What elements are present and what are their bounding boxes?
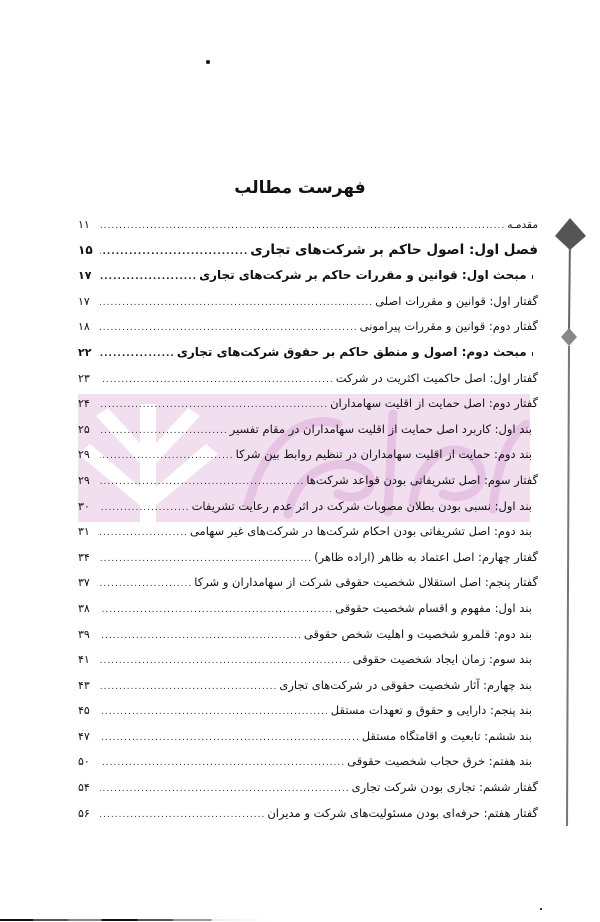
page-number: ۳۱ <box>78 525 90 539</box>
toc-entry-clause[interactable]: بند هفتم: خرق حجاب شخصیت حقوقی ..... ۵۰ <box>78 749 538 775</box>
page-number: ۴۳ <box>78 678 90 692</box>
toc-entry-section[interactable]: مبحث اول: قوانین و مقررات حاکم بر شرکت‌های تجاری ..... ۱۷ <box>78 263 538 289</box>
page-number: ۳۴ <box>78 550 90 564</box>
page-number: ۱۷ <box>78 269 92 283</box>
page-number: ۲۳ <box>78 371 90 385</box>
leader-dots <box>100 547 312 573</box>
leader-dots <box>100 419 228 445</box>
leader-dots <box>100 444 234 470</box>
page-number: ۵۶ <box>78 806 90 820</box>
leader-dots <box>100 342 175 368</box>
leader-dots <box>100 368 334 394</box>
leader-dots <box>100 291 373 317</box>
page-number: ۲۹ <box>78 473 90 487</box>
toc-entry-clause[interactable]: بند پنجم: دارایی و حقوق و تعهدات مستقل ..... ۴۵ <box>78 698 538 724</box>
leader-dots <box>100 803 265 829</box>
toc-entry-clause[interactable]: بند دوم: اصل تشریفاتی بودن احکام شرکت‌ها در شرکت‌های غیر سهامی ..... ۳۱ <box>78 519 538 545</box>
toc-entry-chapter[interactable]: فصل اول: اصول حاکم بر شرکت‌های تجاری ..... ۱۵ <box>78 238 538 264</box>
page-number: ۲۹ <box>78 448 90 462</box>
page-number: ۳۷ <box>78 576 90 590</box>
toc-entry-subsection[interactable]: گفتار اول: اصل حاکمیت اکثریت در شرکت ..... ۲۳ <box>78 366 538 392</box>
toc-entry-intro[interactable]: مقدمـه ..... ۱۱ <box>78 212 538 238</box>
page-title: فهرست مطالب <box>234 178 366 198</box>
page-number: ۳۰ <box>78 499 90 513</box>
toc-entry-clause[interactable]: بند چهارم: آثار شخصیت حقوقی در شرکت‌های تجاری ..... ۴۳ <box>78 673 538 699</box>
leader-dots <box>100 777 350 803</box>
toc-entry-clause[interactable]: بند اول: کاربرد اصل حمایت از اقلیت سهامداران در مقام تفسیر ..... ۲۵ <box>78 417 538 443</box>
leader-dots <box>100 240 248 266</box>
table-of-contents <box>78 212 538 826</box>
leader-dots <box>100 316 358 342</box>
page-number: ۴۱ <box>78 653 90 667</box>
leader-dots <box>100 700 329 726</box>
page-number: ۴۷ <box>78 729 90 743</box>
page-number: ۱۱ <box>78 218 90 231</box>
page-number: ۱۸ <box>78 320 90 334</box>
page-number: ۳۸ <box>78 601 90 615</box>
leader-dots <box>100 496 190 522</box>
leader-dots <box>100 572 192 598</box>
page-number: ۱۵ <box>78 242 93 257</box>
toc-entry-subsection[interactable]: گفتار چهارم: اصل اعتماد به ظاهر (اراده ظاهر) ..... ۳۴ <box>78 545 538 571</box>
leader-dots <box>100 624 302 650</box>
leader-dots <box>100 214 505 240</box>
toc-entry-subsection[interactable]: گفتار دوم: اصل حمایت از اقلیت سهامداران ..... ۲۴ <box>78 391 538 417</box>
toc-entry-subsection[interactable]: گفتار ششم: تجاری بودن شرکت تجاری ..... ۵۴ <box>78 775 538 801</box>
leader-dots <box>100 598 333 624</box>
toc-entry-clause[interactable]: بند دوم: قلمرو شخصیت و اهلیت شخص حقوقی ..... ۳۹ <box>78 622 538 648</box>
page-number: ۴۵ <box>78 704 90 718</box>
toc-entry-subsection[interactable]: گفتار پنجم: اصل استقلال شخصیت حقوقی شرکت از سهامداران و شرکا ..... ۳۷ <box>78 570 538 596</box>
toc-entry-clause[interactable]: بند اول: نسبی بودن بطلان مصوبات شرکت در اثر عدم رعایت تشریفات ..... ۳۰ <box>78 494 538 520</box>
leader-dots <box>100 393 328 419</box>
page-number: ۲۵ <box>78 422 90 436</box>
page-number: ۵۴ <box>78 781 90 795</box>
page-number: ۱۷ <box>78 294 90 308</box>
leader-dots <box>100 726 360 752</box>
leader-dots <box>100 675 277 701</box>
page-number: ۲۲ <box>78 345 92 359</box>
scan-edge-artifact <box>0 919 275 921</box>
toc-entry-subsection[interactable]: گفتار هفتم: حرفه‌ای بودن مسئولیت‌های شرکت و مدیران ..... ۵۶ <box>78 801 538 827</box>
page-number: ۵۰ <box>78 755 90 769</box>
toc-entry-clause[interactable]: بند سوم: زمان ایجاد شخصیت حقوقی ..... ۴۱ <box>78 647 538 673</box>
page-number: ۲۴ <box>78 397 90 411</box>
leader-dots <box>100 649 351 675</box>
toc-entry-subsection[interactable]: گفتار سوم: اصل تشریفاتی بودن قواعد شرکت‌ها ..... ۲۹ <box>78 468 538 494</box>
toc-entry-subsection[interactable]: گفتار اول: قوانین و مقررات اصلی ..... ۱۷ <box>78 289 538 315</box>
toc-entry-clause[interactable]: بند اول: مفهوم و اقسام شخصیت حقوقی ..... ۳۸ <box>78 596 538 622</box>
toc-entry-clause[interactable]: بند ششم: تابعیت و اقامتگاه مستقل ..... ۴۷ <box>78 724 538 750</box>
toc-entry-subsection[interactable]: گفتار دوم: قوانین و مقررات پیرامونی ..... ۱۸ <box>78 314 538 340</box>
scan-speck <box>206 60 210 64</box>
scan-speck <box>540 908 542 910</box>
leader-dots <box>100 521 188 547</box>
leader-dots <box>100 265 197 291</box>
leader-dots <box>100 470 304 496</box>
toc-entry-section[interactable]: مبحث دوم: اصول و منطق حاکم بر حقوق شرکت‌های تجاری ..... ۲۲ <box>78 340 538 366</box>
page-number: ۳۹ <box>78 627 90 641</box>
leader-dots <box>100 751 345 777</box>
toc-entry-clause[interactable]: بند دوم: حمایت از اقلیت سهامداران در تنظیم روابط بین شرکا ..... ۲۹ <box>78 442 538 468</box>
